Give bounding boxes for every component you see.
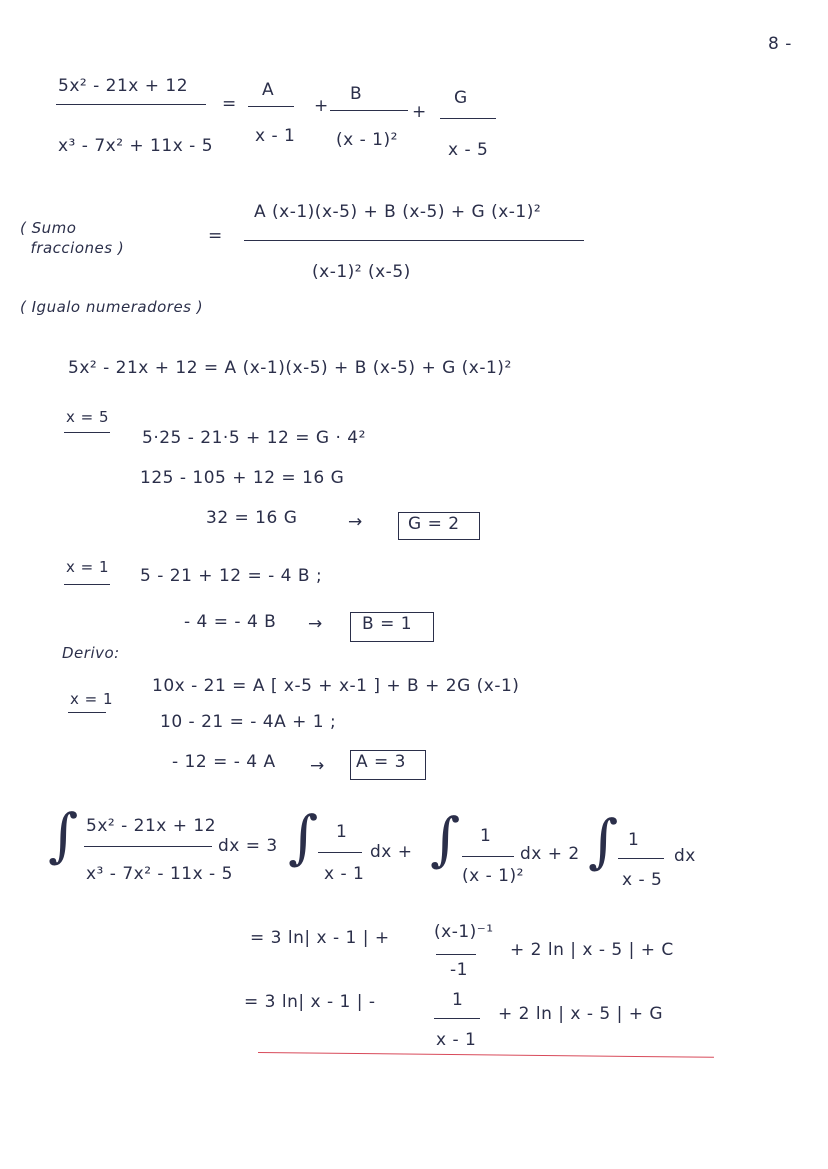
case-x1-label: x = 1: [66, 558, 110, 576]
integral-sign-3: ∫: [588, 807, 619, 875]
case-x5-line1: 5·25 - 21·5 + 12 = G · 4²: [142, 428, 366, 448]
eq1-plus-1: +: [314, 96, 329, 116]
eq2-denominator: (x-1)² (x-5): [312, 262, 411, 282]
result2-lhs: = 3 ln| x - 1 | -: [244, 992, 376, 1012]
integral-numerator: 5x² - 21x + 12: [86, 816, 217, 836]
case-x1-underline: [64, 584, 110, 585]
derivo-arrow: →: [310, 756, 325, 776]
case-x5-line2: 125 - 105 + 12 = 16 G: [140, 468, 345, 488]
eq1-lhs-denominator: x³ - 7x² + 11x - 5: [58, 136, 214, 156]
eq1-c-denominator: x - 5: [448, 140, 489, 160]
eq1-b-denominator: (x - 1)²: [336, 130, 398, 150]
eq1-lhs-fraction-bar: [56, 104, 206, 105]
integral-sign-main: ∫: [48, 801, 79, 869]
result2-frac-denominator: x - 1: [436, 1030, 477, 1050]
integral-t2-numerator: 1: [480, 826, 492, 846]
case-x1-line2: - 4 = - 4 B: [184, 612, 277, 632]
page-number: 8 -: [768, 34, 792, 54]
case-x1-line1: 5 - 21 + 12 = - 4 B ;: [140, 566, 323, 586]
eq3: 5x² - 21x + 12 = A (x-1)(x-5) + B (x-5) + G (x-1)²: [68, 358, 512, 378]
eq1-c-bar: [440, 118, 496, 119]
integral-t3-numerator: 1: [628, 830, 640, 850]
derivo-line3: - 12 = - 4 A: [172, 752, 276, 772]
integral-t2-dx: dx + 2: [520, 844, 580, 864]
equal-note: ( Igualo numeradores ): [20, 298, 204, 316]
integral-t2-denominator: (x - 1)²: [462, 866, 524, 886]
result1-lhs: = 3 ln| x - 1 | +: [250, 928, 390, 948]
result1-rest: + 2 ln | x - 5 | + C: [510, 940, 674, 960]
integral-fraction-bar: [84, 846, 212, 847]
eq1-lhs-numerator: 5x² - 21x + 12: [58, 76, 189, 96]
eq2-equals: =: [208, 226, 223, 246]
eq1-a-denominator: x - 1: [255, 126, 296, 146]
eq2-numerator: A (x-1)(x-5) + B (x-5) + G (x-1)²: [254, 202, 542, 222]
result1-frac-numerator: (x-1)⁻¹: [434, 922, 494, 942]
result2-rest: + 2 ln | x - 5 | + G: [498, 1004, 664, 1024]
integral-sign-2: ∫: [430, 805, 461, 873]
result1-frac-denominator: -1: [450, 960, 468, 980]
eq1-b-bar: [330, 110, 408, 111]
case-x5-label: x = 5: [66, 408, 110, 426]
case-x1-arrow: →: [308, 614, 323, 634]
integral-t1-bar: [318, 852, 362, 853]
integral-dx-equals: dx = 3: [218, 836, 278, 856]
integral-t2-bar: [462, 856, 514, 857]
eq1-b-numerator: B: [350, 84, 363, 104]
integral-t1-denominator: x - 1: [324, 864, 365, 884]
case-x1-result: B = 1: [362, 614, 413, 634]
integral-t3-denominator: x - 5: [622, 870, 663, 890]
eq2-fraction-bar: [244, 240, 584, 241]
derivo-label: Derivo:: [62, 644, 120, 662]
integral-denominator: x³ - 7x² - 11x - 5: [86, 864, 233, 884]
case-x5-arrow: →: [348, 512, 363, 532]
integral-t3-bar: [618, 858, 664, 859]
derivo-line2: 10 - 21 = - 4A + 1 ;: [160, 712, 337, 732]
integral-sign-1: ∫: [288, 803, 319, 871]
result1-frac-bar: [436, 954, 476, 955]
derivo-x-label: x = 1: [70, 690, 114, 708]
integral-t1-numerator: 1: [336, 822, 348, 842]
case-x5-underline: [64, 432, 110, 433]
eq1-a-numerator: A: [262, 80, 275, 100]
result2-frac-bar: [434, 1018, 480, 1019]
result2-frac-numerator: 1: [452, 990, 464, 1010]
integral-t3-dx: dx: [674, 846, 696, 866]
case-x5-line3: 32 = 16 G: [206, 508, 298, 528]
sum-note: ( Sumo fracciones ): [20, 219, 125, 257]
integral-t1-dx: dx +: [370, 842, 413, 862]
derivo-result: A = 3: [356, 752, 406, 772]
eq1-c-numerator: G: [454, 88, 468, 108]
eq1-a-bar: [248, 106, 294, 107]
eq1-plus-2: +: [412, 102, 427, 122]
derivo-x-underline: [68, 712, 106, 713]
derivo-line1: 10x - 21 = A [ x-5 + x-1 ] + B + 2G (x-1): [152, 676, 520, 696]
eq1-equals: =: [222, 94, 237, 114]
final-answer-underline: [258, 1052, 714, 1058]
case-x5-result: G = 2: [408, 514, 460, 534]
